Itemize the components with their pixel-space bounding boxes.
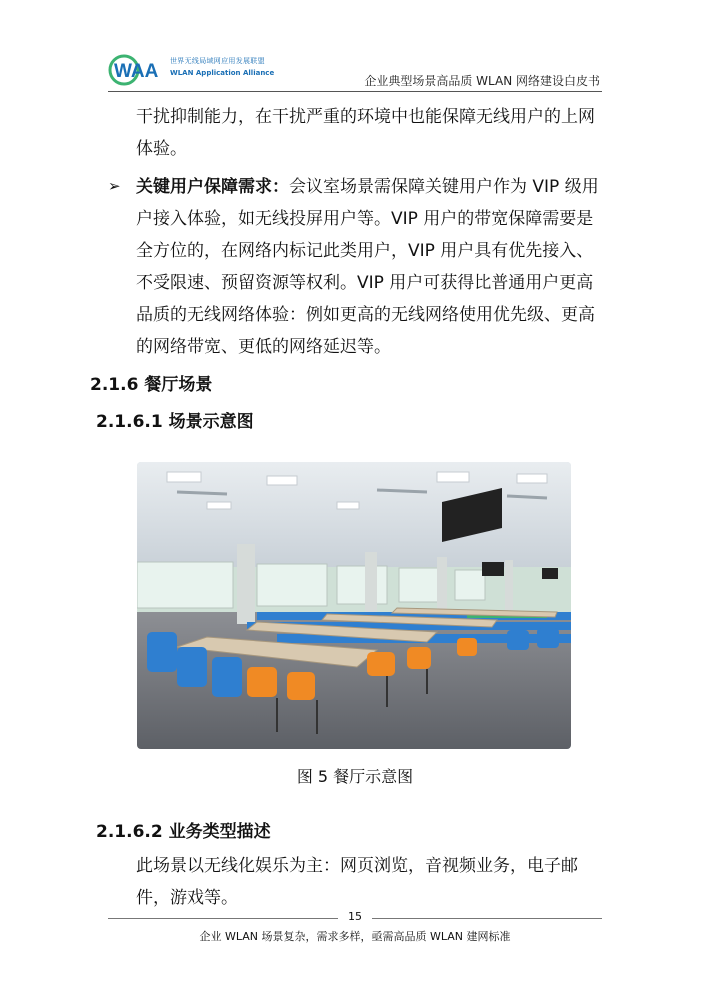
bullet-text: 会议室场景需保障关键用户作为 VIP 级用户接入体验，如无线投屏用户等。VIP 用户的带宽保障需要是全方位的，在网络内标记此类用户，VIP 用户具有优先接入、不受限速、预留资源等权利。VIP 用户可获得比普通用户更高品质的无线网络体验：例如更高的无线网络使用优先级、更高的网络带宽、更低的网络延迟等。 — [136, 177, 599, 357]
bullet-vip-guarantee — [136, 171, 608, 363]
paragraph-business-types: 此场景以无线化娱乐为主：网页浏览，音视频业务，电子邮件，游戏等。 — [136, 856, 578, 908]
alliance-logo — [108, 48, 398, 92]
document-title: 企业典型场景高品质 WLAN 网络建设白皮书 — [364, 74, 600, 88]
paragraph-continuation: 干扰抑制能力，在干扰严重的环境中也能保障无线用户的上网体验。 — [136, 107, 595, 159]
figure-caption: 图 5 餐厅示意图 — [296, 767, 414, 786]
bullet-label: 关键用户保障需求： — [136, 177, 289, 197]
header-divider — [108, 91, 602, 92]
svg-text:WAA: WAA — [114, 61, 159, 82]
subsection-heading-diagram: 2.1.6.1 场景示意图 — [96, 412, 254, 432]
waa-logo-icon — [108, 48, 166, 92]
logo-chinese-name: 世界无线局域网应用发展联盟 — [170, 57, 265, 65]
cafeteria-photo — [137, 462, 571, 749]
page-number: 15 — [348, 910, 362, 923]
section-heading: 2.1.6 餐厅场景 — [90, 375, 213, 395]
subsection-heading-business: 2.1.6.2 业务类型描述 — [96, 822, 271, 842]
footer-slogan: 企业 WLAN 场景复杂，需求多样，亟需高品质 WLAN 建网标准 — [199, 930, 511, 943]
logo-english-name: WLAN Application Alliance — [170, 69, 275, 77]
bullet-arrow-icon: ➢ — [108, 177, 121, 195]
